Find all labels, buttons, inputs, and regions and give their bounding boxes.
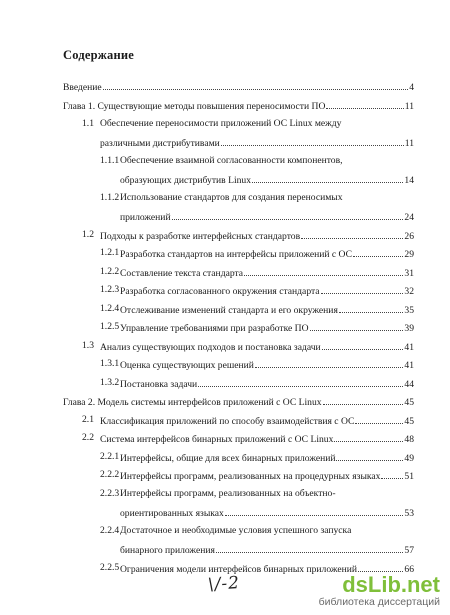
toc-entry[interactable] <box>120 375 414 393</box>
toc-row <box>0 227 450 243</box>
toc-entry-title: Отслеживание изменений стандарта и его окружения <box>120 305 338 316</box>
toc-entry-title: Оценка существующих решений <box>120 360 254 371</box>
toc-section-number: 2.2.1 <box>100 451 120 462</box>
toc-row <box>0 171 450 187</box>
toc-dot-leader <box>355 412 403 424</box>
toc-section-number: 2.2.2 <box>100 469 120 480</box>
toc-page-number: 49 <box>404 453 414 464</box>
toc-entry-title: бинарного приложения <box>120 545 215 556</box>
toc-section-number: 2.2.5 <box>100 562 120 573</box>
toc-page-number: 48 <box>404 434 414 445</box>
toc-page-number: 53 <box>404 508 414 519</box>
toc-section-number: 1.1.1 <box>100 155 120 166</box>
toc-dot-leader <box>381 467 403 479</box>
toc-row <box>0 282 450 298</box>
toc-section-number: 2.2.4 <box>100 525 120 536</box>
toc-section-number: 1.2.3 <box>100 284 120 295</box>
toc-entry[interactable] <box>120 301 414 319</box>
toc-row <box>0 523 450 539</box>
toc-dot-leader <box>255 356 404 368</box>
watermark-subtitle: библиотека диссертаций <box>318 596 440 608</box>
toc-row <box>0 412 450 428</box>
toc-section-number: 2.2 <box>82 432 94 443</box>
toc-page-number: 66 <box>404 564 414 575</box>
toc-row <box>0 78 450 94</box>
toc-dot-leader <box>225 504 404 516</box>
toc-entry[interactable] <box>120 264 414 282</box>
watermark <box>319 574 440 609</box>
toc-entry-title: Обеспечение переносимости приложений ОС Linux между <box>100 118 342 129</box>
toc-entry[interactable] <box>100 116 341 132</box>
toc-entry-title: различными дистрибутивами <box>100 138 220 149</box>
toc-page-number: 32 <box>404 286 414 297</box>
toc-section-number: 1.3 <box>82 340 94 351</box>
toc-entry[interactable] <box>120 245 414 263</box>
toc-section-number: 1.2.2 <box>100 266 120 277</box>
toc-dot-leader <box>301 227 403 239</box>
toc-row <box>0 190 450 206</box>
toc-entry-title: Введение <box>63 82 102 93</box>
toc-entry[interactable] <box>63 78 414 96</box>
toc-section-number: 1.2.1 <box>100 247 120 258</box>
toc-entry-title: Ограничения модели интерфейсов бинарных приложений <box>120 564 358 575</box>
toc-entry-title: Глава 1. Существующие методы повышения переносимости ПО <box>63 101 326 112</box>
toc-entry-title: Классификация приложений по способу взаимодействия с ОС <box>100 416 355 427</box>
toc-entry-title: Анализ существующих подходов и постановка задачи <box>100 342 321 353</box>
toc-row <box>0 541 450 557</box>
toc-entry[interactable] <box>120 153 343 169</box>
toc-entry-title: Использование стандартов для создания переносимых <box>120 192 343 203</box>
toc-section-number: 1.1.2 <box>100 192 120 203</box>
toc-page-number: 29 <box>404 249 414 260</box>
toc-row <box>0 208 450 224</box>
toc-dot-leader <box>252 171 403 183</box>
toc-page-number: 39 <box>404 323 414 334</box>
toc-row <box>0 245 450 261</box>
toc-row <box>0 504 450 520</box>
toc-page-number: 35 <box>404 305 414 316</box>
toc-section-number: 1.2.5 <box>100 321 120 332</box>
toc-dot-leader <box>339 301 404 313</box>
toc-dot-leader <box>103 78 409 90</box>
toc-entry[interactable] <box>120 449 414 467</box>
toc-row <box>0 264 450 280</box>
toc-dot-leader <box>334 430 403 442</box>
toc-row <box>0 153 450 169</box>
toc-entry-title: Разработка согласованного окружения стандарта <box>120 286 320 297</box>
toc-section-number: 1.1 <box>82 118 94 129</box>
toc-row <box>0 97 450 113</box>
toc-entry-title: ориентированных языках <box>120 508 224 519</box>
toc-row <box>0 116 450 132</box>
toc-page-number: 44 <box>404 379 414 390</box>
toc-page-number: 11 <box>404 101 414 112</box>
toc-row <box>0 356 450 372</box>
toc-page-number: 11 <box>404 138 414 149</box>
toc-section-number: 2.1 <box>82 414 94 425</box>
toc-page-number: 4 <box>409 82 414 93</box>
toc-dot-leader <box>321 282 404 294</box>
toc-page-number: 41 <box>404 342 414 353</box>
toc-entry[interactable] <box>120 190 343 206</box>
toc-row <box>0 449 450 465</box>
toc-dot-leader <box>323 393 404 405</box>
toc-entry-title: Управление требованиями при разработке ПО <box>120 323 309 334</box>
toc-row <box>0 467 450 483</box>
toc-entry[interactable] <box>120 523 351 539</box>
watermark-logo: dsLib.net <box>342 572 440 597</box>
toc-row <box>0 338 450 354</box>
toc-row <box>0 430 450 446</box>
toc-entry[interactable] <box>100 227 414 245</box>
toc-entry-title: Интерфейсы программ, реализованных на объектно- <box>120 488 336 499</box>
toc-dot-leader <box>326 97 403 109</box>
toc-page-number: 41 <box>404 360 414 371</box>
toc-section-number: 1.3.1 <box>100 358 120 369</box>
toc-row <box>0 486 450 502</box>
toc-entry-title: Интерфейсы программ, реализованных на процедурных языках <box>120 471 381 482</box>
toc-entry-title: Подходы к разработке интерфейсных стандартов <box>100 231 301 242</box>
toc-row <box>0 319 450 335</box>
toc-entry-title: Постановка задачи <box>120 379 198 390</box>
toc-dot-leader <box>172 208 404 220</box>
toc-entry-title: Система интерфейсов бинарных приложений с ОС Linux <box>100 434 334 445</box>
toc-entry-title: Разработка стандартов на интерфейсы приложений с ОС <box>120 249 353 260</box>
toc-entry[interactable] <box>120 356 414 374</box>
toc-entry[interactable] <box>120 504 414 522</box>
handwritten-signature: \/-2 <box>207 572 241 596</box>
toc-entry[interactable] <box>120 486 336 502</box>
toc-entry-title: приложений <box>120 212 171 223</box>
toc-entry[interactable] <box>120 319 414 337</box>
toc-entry-title: образующих дистрибутив Linux <box>120 175 252 186</box>
toc-page-number: 31 <box>404 268 414 279</box>
toc-row <box>0 393 450 409</box>
toc-entry[interactable] <box>120 208 414 226</box>
toc-entry-title: Составление текста стандарта <box>120 268 244 279</box>
toc-entry[interactable] <box>120 467 414 485</box>
toc-page-number: 45 <box>404 416 414 427</box>
toc-dot-leader <box>358 560 403 572</box>
toc-entry[interactable] <box>63 97 414 115</box>
toc-row <box>0 301 450 317</box>
toc-entry[interactable] <box>63 393 414 411</box>
toc-dot-leader <box>216 541 404 553</box>
toc-dot-leader <box>221 134 404 146</box>
toc-entry[interactable] <box>120 171 414 189</box>
toc-row <box>0 375 450 391</box>
toc-page-number: 26 <box>404 231 414 242</box>
toc-page-number: 24 <box>404 212 414 223</box>
toc-dot-leader <box>336 449 403 461</box>
toc-dot-leader <box>322 338 404 350</box>
toc-entry[interactable] <box>120 282 414 300</box>
toc-entry-title: Достаточное и необходимые условия успешного запуска <box>120 525 352 536</box>
toc-page-number: 51 <box>404 471 414 482</box>
toc-entry-title: Обеспечение взаимной согласованности компонентов, <box>120 155 343 166</box>
toc-row <box>0 134 450 150</box>
toc-entry-title: Глава 2. Модель системы интерфейсов приложений с ОС Linux <box>63 397 322 408</box>
toc-entry[interactable] <box>120 541 414 559</box>
toc-dot-leader <box>353 245 403 257</box>
toc-page-number: 57 <box>404 545 414 556</box>
toc-section-number: 1.2.4 <box>100 303 120 314</box>
toc-page-number: 14 <box>404 175 414 186</box>
toc-entry[interactable] <box>100 430 414 448</box>
toc-page-number: 45 <box>404 397 414 408</box>
toc-dot-leader <box>310 319 404 331</box>
toc-entry[interactable] <box>100 412 414 430</box>
toc-entry[interactable] <box>100 338 414 356</box>
toc-dot-leader <box>244 264 403 276</box>
toc-section-number: 1.2 <box>82 229 94 240</box>
toc-section-number: 2.2.3 <box>100 488 120 499</box>
toc-dot-leader <box>198 375 403 387</box>
toc-entry[interactable] <box>100 134 414 152</box>
page-title: Содержание <box>63 48 135 62</box>
toc-entry-title: Интерфейсы, общие для всех бинарных приложений <box>120 453 336 464</box>
toc-section-number: 1.3.2 <box>100 377 120 388</box>
